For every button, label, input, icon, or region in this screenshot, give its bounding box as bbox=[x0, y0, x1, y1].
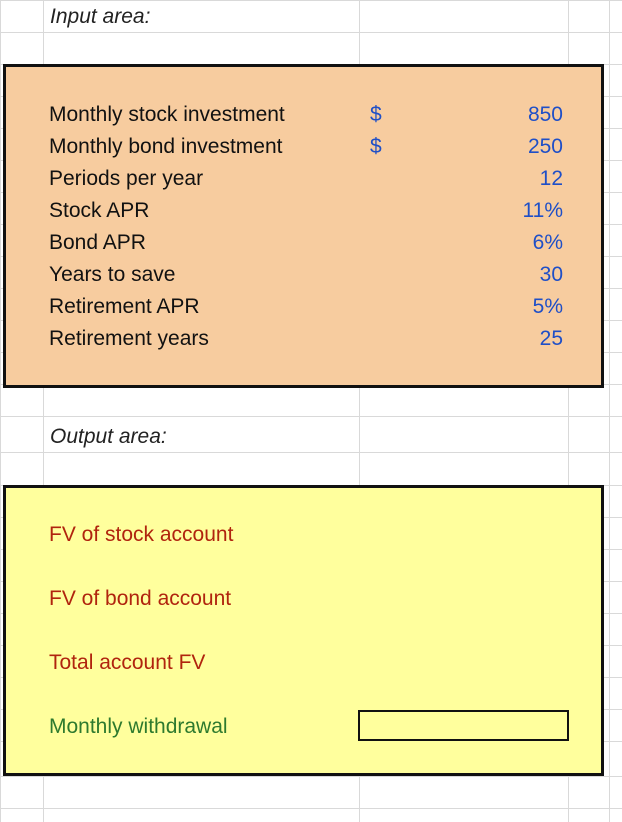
input-label-monthly-bond-investment: Monthly bond investment bbox=[49, 135, 283, 158]
currency-symbol: $ bbox=[370, 135, 382, 158]
input-value-monthly-bond-investment[interactable]: 250 bbox=[527, 135, 563, 158]
input-value-monthly-stock-investment[interactable]: 850 bbox=[527, 103, 563, 126]
input-label-periods-per-year: Periods per year bbox=[49, 167, 204, 190]
input-value-retirement-apr[interactable]: 5% bbox=[532, 295, 563, 318]
input-value-years-to-save[interactable]: 30 bbox=[539, 263, 563, 286]
input-label-retirement-years: Retirement years bbox=[49, 327, 209, 350]
input-value-bond-apr[interactable]: 6% bbox=[532, 231, 563, 254]
output-label-fv-bond-account: FV of bond account bbox=[49, 587, 232, 610]
output-area-label: Output area: bbox=[50, 425, 167, 448]
input-value-periods-per-year[interactable]: 12 bbox=[539, 167, 563, 190]
input-value-retirement-years[interactable]: 25 bbox=[539, 327, 563, 350]
currency-symbol: $ bbox=[370, 103, 382, 126]
output-label-fv-stock-account: FV of stock account bbox=[49, 523, 234, 546]
monthly-withdrawal-cell[interactable] bbox=[358, 710, 569, 741]
input-label-retirement-apr: Retirement APR bbox=[49, 295, 200, 318]
input-label-stock-apr: Stock APR bbox=[49, 199, 150, 222]
output-label-total-account-fv: Total account FV bbox=[49, 651, 206, 674]
output-label-monthly-withdrawal: Monthly withdrawal bbox=[49, 715, 228, 738]
input-label-years-to-save: Years to save bbox=[49, 263, 176, 286]
input-area-label: Input area: bbox=[50, 5, 151, 28]
input-label-monthly-stock-investment: Monthly stock investment bbox=[49, 103, 285, 126]
input-value-stock-apr[interactable]: 11% bbox=[522, 199, 563, 222]
input-label-bond-apr: Bond APR bbox=[49, 231, 146, 254]
